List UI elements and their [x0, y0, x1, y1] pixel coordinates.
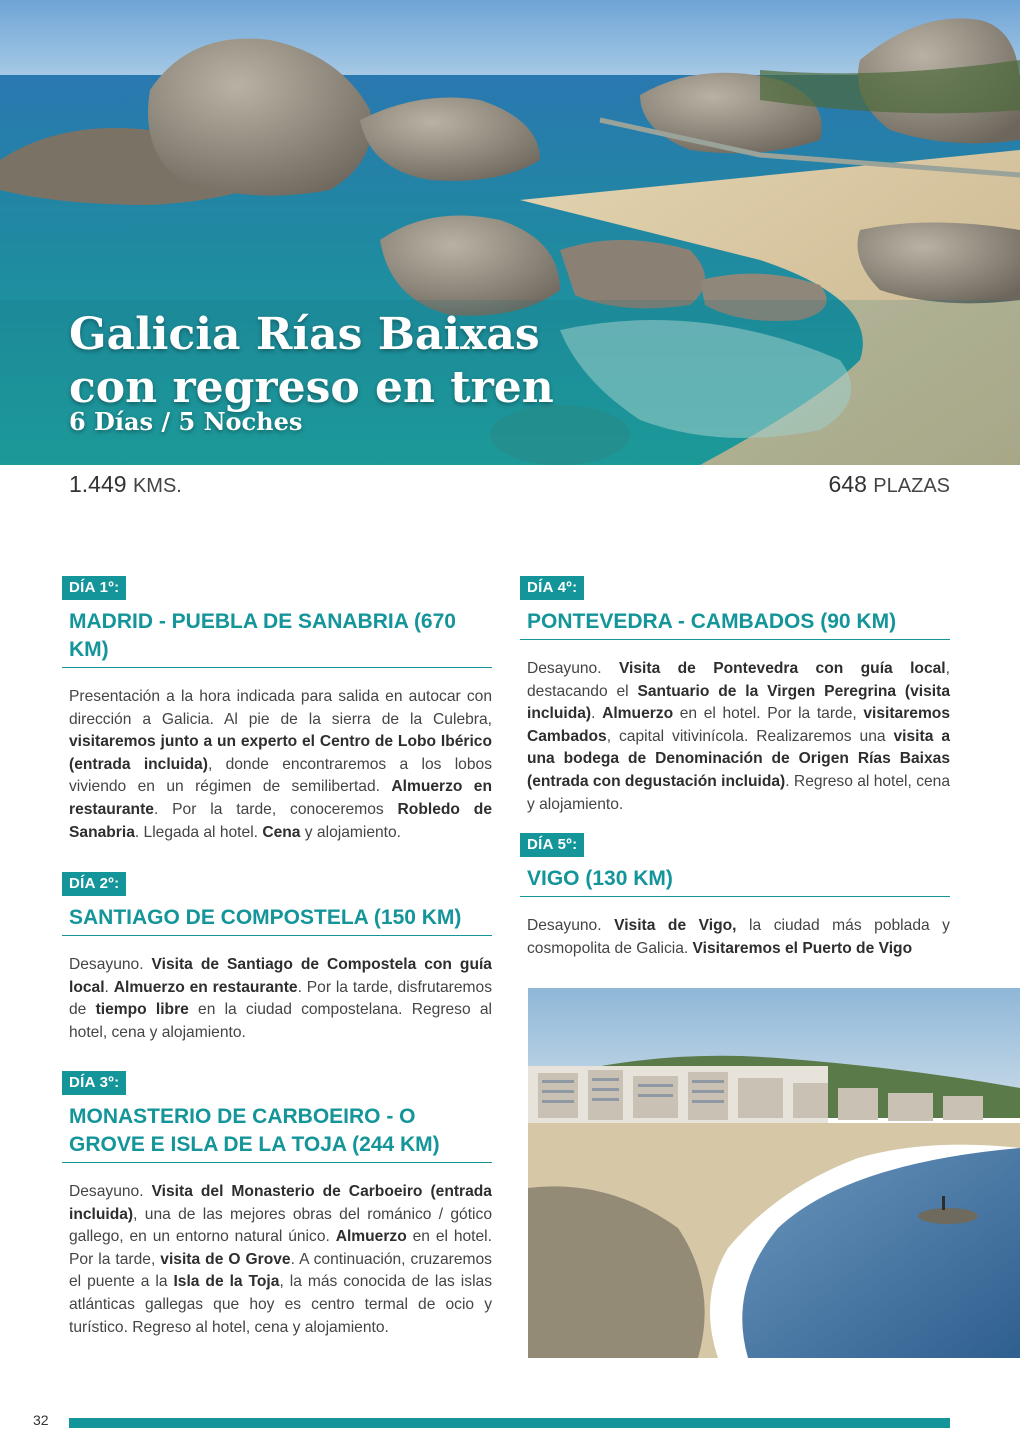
body-text: , destacando el	[527, 660, 950, 700]
day-description	[62, 1181, 492, 1339]
body-text: . Por la tarde, disfrutaremos de	[69, 978, 492, 1019]
highlight-text: Visita de Vigo,	[614, 917, 737, 934]
highlight-text: visita de O Grove	[160, 1250, 291, 1268]
day-1-section	[62, 576, 492, 844]
day-description	[520, 915, 950, 960]
highlight-text: visitaremos Cambados	[527, 705, 951, 745]
tour-duration: 6 Días / 5 Noches	[69, 407, 303, 436]
body-text: .	[591, 705, 603, 723]
page-number: 32	[33, 1412, 49, 1428]
body-text: .	[104, 978, 114, 996]
body-text: en el hotel. Por la tarde,	[69, 1228, 492, 1268]
body-text: . Llegada al hotel.	[134, 823, 263, 841]
highlight-text: Almuerzo	[335, 1228, 407, 1246]
body-text: , la más conocida de las islas atlánticas gallegas que hoy es centro termal de ocio y turístico. Regreso al hotel, cena y alojamiento.	[69, 1273, 492, 1336]
day-description	[520, 658, 950, 816]
highlight-text: Cena	[262, 823, 301, 841]
highlight-text: Almuerzo	[602, 705, 674, 723]
day-title: MONASTERIO DE CARBOEIRO - O GROVE E ISLA DE LA TOJA (244 KM)	[62, 1103, 492, 1163]
highlight-text: Visita de Santiago de Compostela con guía local	[69, 956, 492, 996]
highlight-text: Visitaremos el Puerto de Vigo	[692, 939, 913, 957]
distance-value: 1.449	[69, 471, 127, 497]
highlight-text: visita a una bodega de Denominación de Origen Rías Baixas (entrada con degustación incluida)	[527, 727, 950, 790]
day-4-section	[520, 576, 950, 816]
highlight-text: Robledo de Sanabria	[69, 800, 492, 841]
day-title: PONTEVEDRA - CAMBADOS (90 KM)	[520, 608, 950, 640]
seats-unit: PLAZAS	[873, 475, 950, 497]
body-text: Desayuno.	[69, 956, 152, 973]
day-badge: DÍA 5º:	[520, 833, 584, 857]
day-badge: DÍA 3º:	[62, 1071, 126, 1095]
day-badge: DÍA 1º:	[62, 576, 126, 600]
body-text: en la ciudad compostelana. Regreso al hotel, cena y alojamiento.	[69, 1001, 492, 1041]
day-description	[62, 686, 492, 844]
body-text: , donde encontraremos a los lobos viviendo en un régimen de semilibertad.	[69, 755, 492, 796]
highlight-text: Visita del Monasterio de Carboeiro (entrada incluida)	[69, 1183, 492, 1223]
highlight-text: visitaremos junto a un experto el Centro de Lobo Ibérico (entrada incluida)	[69, 733, 492, 773]
footer-bar	[69, 1418, 950, 1428]
highlight-text: Almuerzo en restaurante	[113, 978, 298, 996]
tour-title-line-2: con regreso en tren	[69, 362, 554, 413]
body-text: Desayuno.	[527, 917, 615, 934]
day-badge: DÍA 2º:	[62, 872, 126, 896]
tour-title	[69, 308, 554, 414]
highlight-text: Santuario de la Virgen Peregrina (visita incluida)	[527, 682, 951, 723]
body-text: Desayuno.	[69, 1183, 152, 1200]
body-text: . Regreso al hotel, cena y alojamiento.	[527, 772, 951, 813]
highlight-text: Almuerzo en restaurante	[69, 778, 492, 818]
beach-town-image	[528, 988, 1020, 1358]
day-title: VIGO (130 KM)	[520, 865, 950, 897]
day-badge: DÍA 4º:	[520, 576, 584, 600]
body-text: , capital vitivinícola. Realizaremos una	[606, 727, 894, 745]
day-title: MADRID - PUEBLA DE SANABRIA (670 KM)	[62, 608, 492, 668]
day-description	[62, 954, 492, 1044]
body-text: y alojamiento.	[300, 823, 402, 841]
hero-image	[0, 0, 1020, 465]
distance-stat	[69, 469, 182, 501]
tour-title-line-1: Galicia Rías Baixas	[69, 309, 540, 360]
body-text: , una de las mejores obras del románico / gótico gallego, en un entorno natural único.	[69, 1205, 492, 1246]
day-5-section	[520, 833, 950, 960]
body-text: en el hotel. Por la tarde,	[673, 705, 864, 723]
body-text: . A continuación, cruzaremos el puente a la	[69, 1250, 492, 1291]
highlight-text: Isla de la Toja	[173, 1273, 280, 1291]
day-title: SANTIAGO DE COMPOSTELA (150 KM)	[62, 904, 492, 936]
body-text: Presentación a la hora indicada para salida en autocar con dirección a Galicia. Al pie de la sierra de la Culebra,	[69, 688, 492, 728]
body-text: Desayuno.	[527, 660, 619, 677]
highlight-text: tiempo libre	[95, 1001, 189, 1019]
seats-stat	[829, 469, 950, 501]
seats-value: 648	[828, 471, 867, 497]
body-text: la ciudad más poblada y cosmopolita de Galicia.	[527, 917, 950, 957]
day-3-section	[62, 1071, 492, 1339]
distance-unit: KMS.	[132, 475, 182, 497]
highlight-text: Visita de Pontevedra con guía local	[618, 660, 946, 677]
day-2-section	[62, 872, 492, 1044]
beach-town-photo	[528, 988, 1020, 1358]
body-text: . Por la tarde, conoceremos	[153, 800, 398, 818]
